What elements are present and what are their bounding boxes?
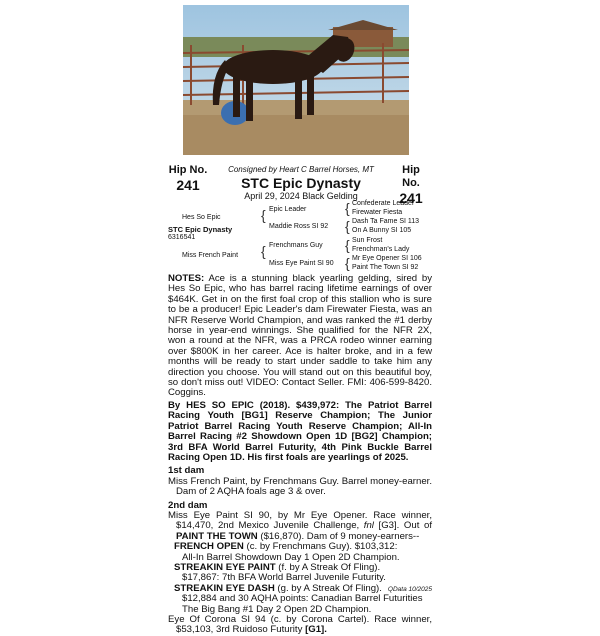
pedigree-dam-sire: Frenchmans Guy <box>269 242 323 249</box>
horse-photo <box>183 5 409 155</box>
pedigree-sire: Hes So Epic <box>182 214 221 221</box>
progeny-detail: (c. by Frenchmans Guy). $103,312: <box>243 541 398 553</box>
brace: { <box>345 200 350 216</box>
notes-label: NOTES: <box>168 273 205 284</box>
progeny-entry <box>168 563 432 584</box>
pedigree-subject: STC Epic Dynasty <box>168 225 233 234</box>
hip-number-left <box>168 164 208 194</box>
progeny-name: STREAKIN EYE DASH <box>174 582 275 594</box>
pedigree-ggp: Firewater Fiesta <box>352 209 403 216</box>
catalog-text <box>168 274 432 636</box>
eye-of-corona-grade: [G1]. <box>305 624 327 636</box>
brace: { <box>261 243 266 259</box>
second-dam-text-c: ($16,870). Dam of 9 money-earners-- <box>257 530 420 542</box>
second-dam-text <box>168 511 432 542</box>
progeny-line: $17,867: 7th BFA World Barrel Juvenile Futurity. <box>182 572 386 584</box>
pedigree-ggp: Mr Eye Opener SI 106 <box>352 255 422 262</box>
qdata-footer: QData 10/2025 <box>387 586 432 593</box>
progeny-name: STREAKIN EYE PAINT <box>174 561 276 573</box>
pedigree-ggp: On A Bunny SI 105 <box>352 227 412 234</box>
first-dam-text: Miss French Paint, by Frenchmans Guy. Barrel money-earner. Dam of 2 AQHA foals age 3 & over. <box>168 475 432 498</box>
second-dam-text-a: Miss Eye Paint SI 90, by Mr Eye Opener. Race winner, $14,470, 2nd Mexico Juvenile Challenge, <box>168 509 432 532</box>
hip-number: 241 <box>399 190 423 206</box>
hip-number: 241 <box>176 177 200 193</box>
pedigree-ggp: Confederate Leader <box>352 200 415 207</box>
brace: { <box>345 237 350 253</box>
hip-label: Hip No. <box>168 164 208 176</box>
second-dam-ptt: PAINT THE TOWN <box>176 530 258 542</box>
progeny-line: $12,884 and 30 AQHA points: Canadian Barrel Futurities The Big Bang #1 Day 2 Open 2D Champion. <box>182 593 423 615</box>
brace: { <box>345 218 350 234</box>
pedigree-sire-sire: Epic Leader <box>269 206 307 213</box>
progeny-name: FRENCH OPEN <box>174 541 244 553</box>
pedigree-ggp: Dash Ta Fame SI 113 <box>352 218 420 225</box>
hip-label: Hip No. <box>402 164 420 189</box>
progeny-detail: (f. by A Streak Of Fling). <box>275 561 381 573</box>
notes-text: Ace is a stunning black yearling gelding, sired by Hes So Epic, who has barrel racing lifetime earnings of over $464K. Get in on the first foal crop of this stallion who is sure to be a producer! Epic Leader's dam Firewater Fiesta, was an NFR Reserve World Champion, and was ranked the #1 derby horse in year-end winnings. She qualified for the NFR 2X, won a round at the NFR, was a PRCA rodeo winner earning over $800K in her career. Ace is halter broke, and in a few months will be ready to start under saddle to take him any direction you choose. You will stand out on this beautiful boy, so don't miss out! VIDEO: Contact Seller. FMI: 406-599-8420. Coggins. <box>168 273 432 399</box>
progeny-entry <box>168 542 432 563</box>
brace: { <box>345 255 350 271</box>
foal-info: April 29, 2024 Black Gelding <box>244 191 358 201</box>
eye-of-corona <box>168 615 432 636</box>
pedigree-ggp: Sun Frost <box>352 237 383 244</box>
eye-of-corona-text: Eye Of Corona SI 94 (c. by Corona Cartel). Race winner, $53,103, 3rd Ruidoso Futurity <box>168 614 432 636</box>
progeny-line: All-In Barrel Showdown Day 1 Open 2D Champion. <box>182 551 400 563</box>
first-dam-title: 1st dam <box>168 465 205 477</box>
second-dam-text-b: [G3]. Out of <box>373 520 432 532</box>
consignor: Consigned by Heart C Barrel Horses, MT <box>228 165 374 174</box>
pedigree-ggp: Frenchman's Lady <box>352 246 410 253</box>
pedigree-ggp: Paint The Town SI 92 <box>352 264 419 271</box>
second-dam-fnl: fnl <box>363 520 374 532</box>
horse-name: STC Epic Dynasty <box>241 175 361 191</box>
brace: { <box>261 207 266 223</box>
pedigree-registration: 6316541 <box>168 234 196 241</box>
second-dam-title: 2nd dam <box>168 499 208 511</box>
pedigree-dam: Miss French Paint <box>182 252 239 259</box>
notes <box>168 274 432 399</box>
sire-paragraph: By HES SO EPIC (2018). $439,972: The Patriot Barrel Racing Youth [BG1] Reserve Champion; The Junior Patriot Barrel Racing Youth Reserve Champion; All-In Barrel Racing #2 Showdown Open 1D [BG2] Champion; 3rd BFA World Barrel Futurity, 4th Pink Buckle Barrel Racing Open 1D. His first foals are yearlings of 2025. <box>168 399 432 463</box>
progeny-detail: (g. by A Streak Of Fling). <box>274 582 382 594</box>
pedigree-sire-dam: Maddie Ross SI 92 <box>269 223 329 230</box>
pedigree-dam-dam: Miss Eye Paint SI 90 <box>269 260 334 267</box>
